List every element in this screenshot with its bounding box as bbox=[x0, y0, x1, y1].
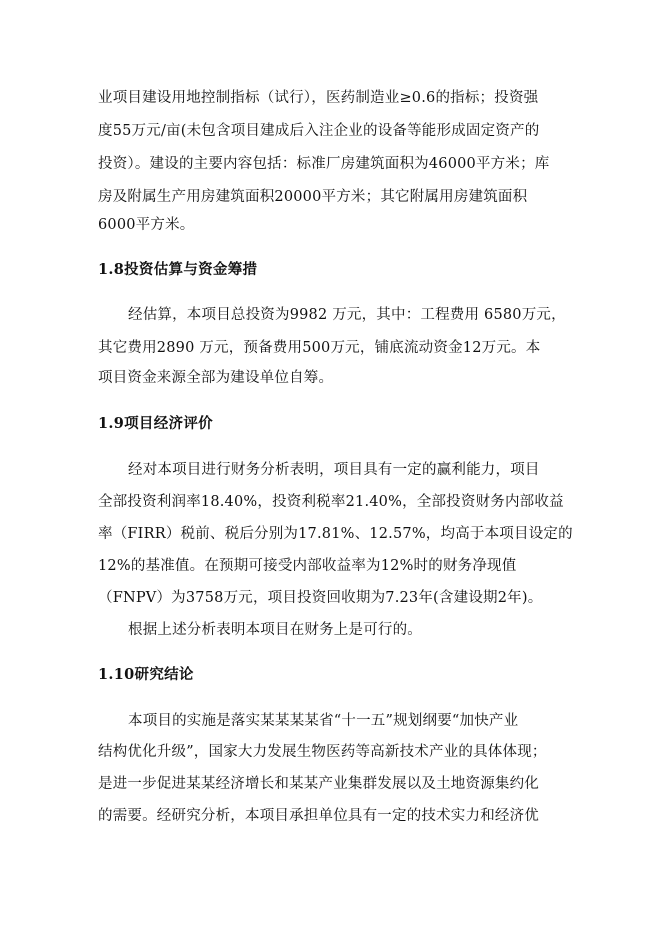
section-1-8-line-1: 经估算，本项目总投资为9982 万元，其中：工程费用 6580万元， bbox=[128, 307, 566, 323]
intro-line-3: 投资）。建设的主要内容包括：标准厂房建筑面积为46000平方米；库 bbox=[98, 156, 550, 172]
section-1-10-line-3: 是进一步促进某某经济增长和某某产业集群发展以及土地资源集约化 bbox=[98, 776, 539, 792]
section-1-8-line-3: 项目资金来源全部为建设单位自筹。 bbox=[98, 370, 334, 386]
section-1-10-line-1: 本项目的实施是落实某某某某省“十一五”规划纲要“加快产业 bbox=[128, 713, 519, 729]
section-heading-1-10: 1.10研究结论 bbox=[98, 666, 194, 683]
intro-line-2: 度55万元/亩(未包含项目建成后入注企业的设备等能形成固定资产的 bbox=[98, 123, 540, 139]
section-1-10-line-2: 结构优化升级”，国家大力发展生物医药等高新技术产业的具体体现； bbox=[98, 744, 547, 760]
section-1-10-line-4: 的需要。经研究分析，本项目承担单位具有一定的技术实力和经济优 bbox=[98, 808, 539, 824]
section-heading-1-8: 1.8投资估算与资金筹措 bbox=[98, 261, 258, 278]
section-heading-1-9: 1.9项目经济评价 bbox=[98, 415, 213, 432]
section-1-9-line-3: 率（FIRR）税前、税后分别为17.81%、12.57%，均高于本项目设定的 bbox=[98, 526, 573, 542]
intro-line-5: 6000平方米。 bbox=[98, 217, 195, 233]
section-1-9-line-4: 12%的基准值。在预期可接受内部收益率为12%时的财务净现值 bbox=[98, 558, 517, 574]
section-1-9-line-6: 根据上述分析表明本项目在财务上是可行的。 bbox=[128, 622, 422, 638]
intro-line-1: 业项目建设用地控制指标（试行），医药制造业≥0.6的指标；投资强 bbox=[98, 90, 539, 106]
section-1-9-line-2: 全部投资利润率18.40%，投资利税率21.40%，全部投资财务内部收益 bbox=[98, 494, 564, 510]
intro-line-4: 房及附属生产用房建筑面积20000平方米；其它附属用房建筑面积 bbox=[98, 189, 528, 205]
section-1-9-line-5: （FNPV）为3758万元，项目投资回收期为7.23年(含建设期2年)。 bbox=[98, 590, 543, 606]
section-1-8-line-2: 其它费用2890 万元，预备费用500万元，铺底流动资金12万元。本 bbox=[98, 340, 541, 356]
section-1-9-line-1: 经对本项目进行财务分析表明，项目具有一定的赢利能力，项目 bbox=[128, 462, 540, 478]
